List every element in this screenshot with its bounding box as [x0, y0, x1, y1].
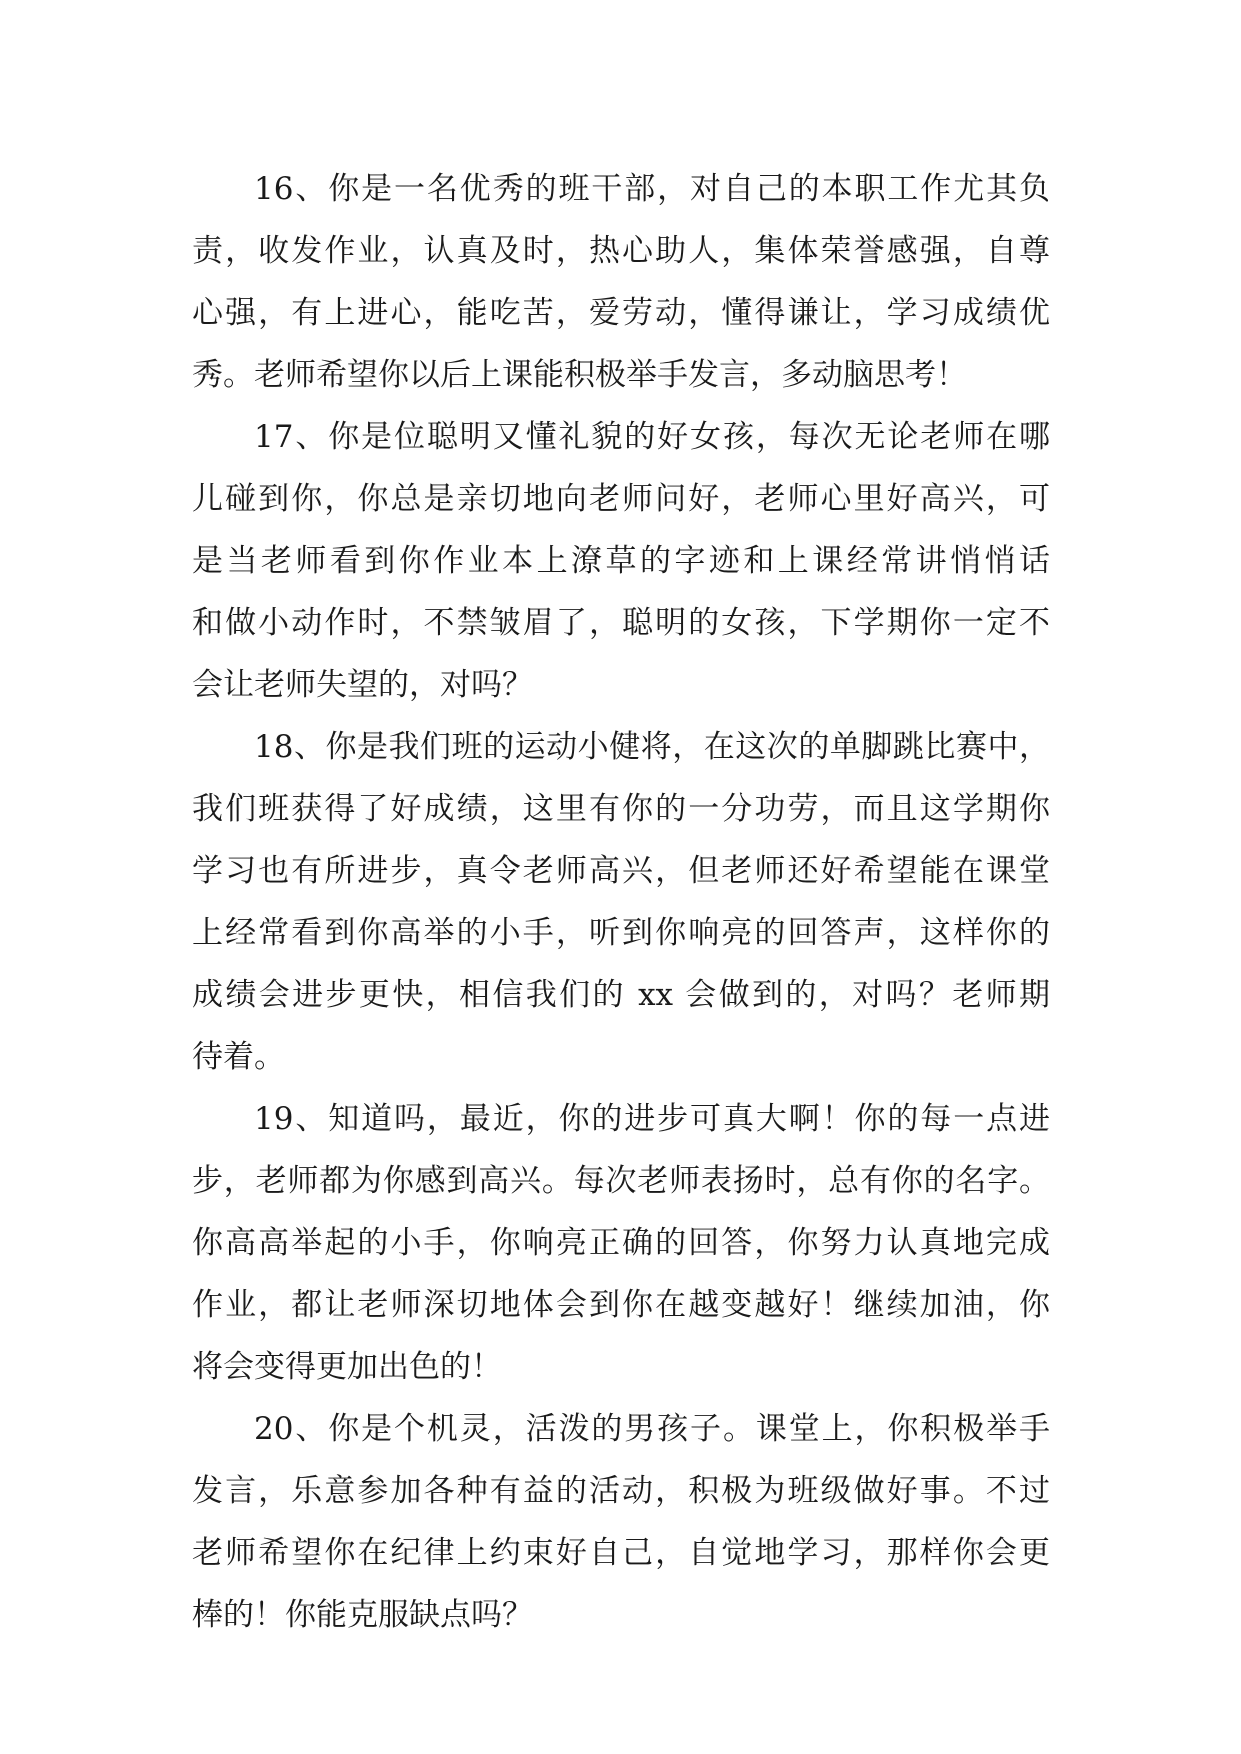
text-line: 20、你是个机灵，活泼的男孩子。课堂上，你积极举手	[254, 1411, 1050, 1447]
text-line: 我们班获得了好成绩，这里有你的一分功劳，而且这学期你	[192, 791, 1050, 827]
text-line: 责，收发作业，认真及时，热心助人，集体荣誉感强，自尊	[192, 233, 1050, 269]
text-line: 会让老师失望的，对吗？	[192, 667, 533, 703]
paragraph-20	[192, 1398, 1050, 1646]
text-line: 18、你是我们班的运动小健将，在这次的单脚跳比赛中，	[254, 729, 1050, 765]
paragraph-17	[192, 406, 1050, 716]
document-body	[192, 158, 1050, 1646]
text-line: 儿碰到你，你总是亲切地向老师问好，老师心里好高兴，可	[192, 481, 1050, 517]
text-line: 学习也有所进步，真令老师高兴，但老师还好希望能在课堂	[192, 853, 1050, 889]
paragraph-19	[192, 1088, 1050, 1398]
text-line: 19、知道吗，最近，你的进步可真大啊！你的每一点进	[254, 1101, 1050, 1137]
text-line: 和做小动作时，不禁皱眉了，聪明的女孩，下学期你一定不	[192, 605, 1050, 641]
text-line: 是当老师看到你作业本上潦草的字迹和上课经常讲悄悄话	[192, 543, 1050, 579]
text-line: 你高高举起的小手，你响亮正确的回答，你努力认真地完成	[192, 1225, 1050, 1261]
text-line: 心强，有上进心，能吃苦，爱劳动，懂得谦让，学习成绩优	[192, 295, 1050, 331]
text-line: 步，老师都为你感到高兴。每次老师表扬时，总有你的名字。	[192, 1163, 1050, 1199]
text-line: 待着。	[192, 1039, 285, 1075]
text-line: 将会变得更加出色的！	[192, 1349, 502, 1385]
text-line: 上经常看到你高举的小手，听到你响亮的回答声，这样你的	[192, 915, 1050, 951]
text-line: 发言，乐意参加各种有益的活动，积极为班级做好事。不过	[192, 1473, 1050, 1509]
text-line: 棒的！你能克服缺点吗？	[192, 1597, 533, 1633]
text-line: 秀。老师希望你以后上课能积极举手发言，多动脑思考！	[192, 357, 967, 393]
text-line: 作业，都让老师深切地体会到你在越变越好！继续加油，你	[192, 1287, 1050, 1323]
text-line: 成绩会进步更快，相信我们的 xx 会做到的，对吗？老师期	[192, 977, 1050, 1013]
paragraph-18	[192, 716, 1050, 1088]
paragraph-16	[192, 158, 1050, 406]
text-line: 老师希望你在纪律上约束好自己，自觉地学习，那样你会更	[192, 1535, 1050, 1571]
text-line: 17、你是位聪明又懂礼貌的好女孩，每次无论老师在哪	[254, 419, 1050, 455]
text-line: 16、你是一名优秀的班干部，对自己的本职工作尤其负	[254, 171, 1050, 207]
